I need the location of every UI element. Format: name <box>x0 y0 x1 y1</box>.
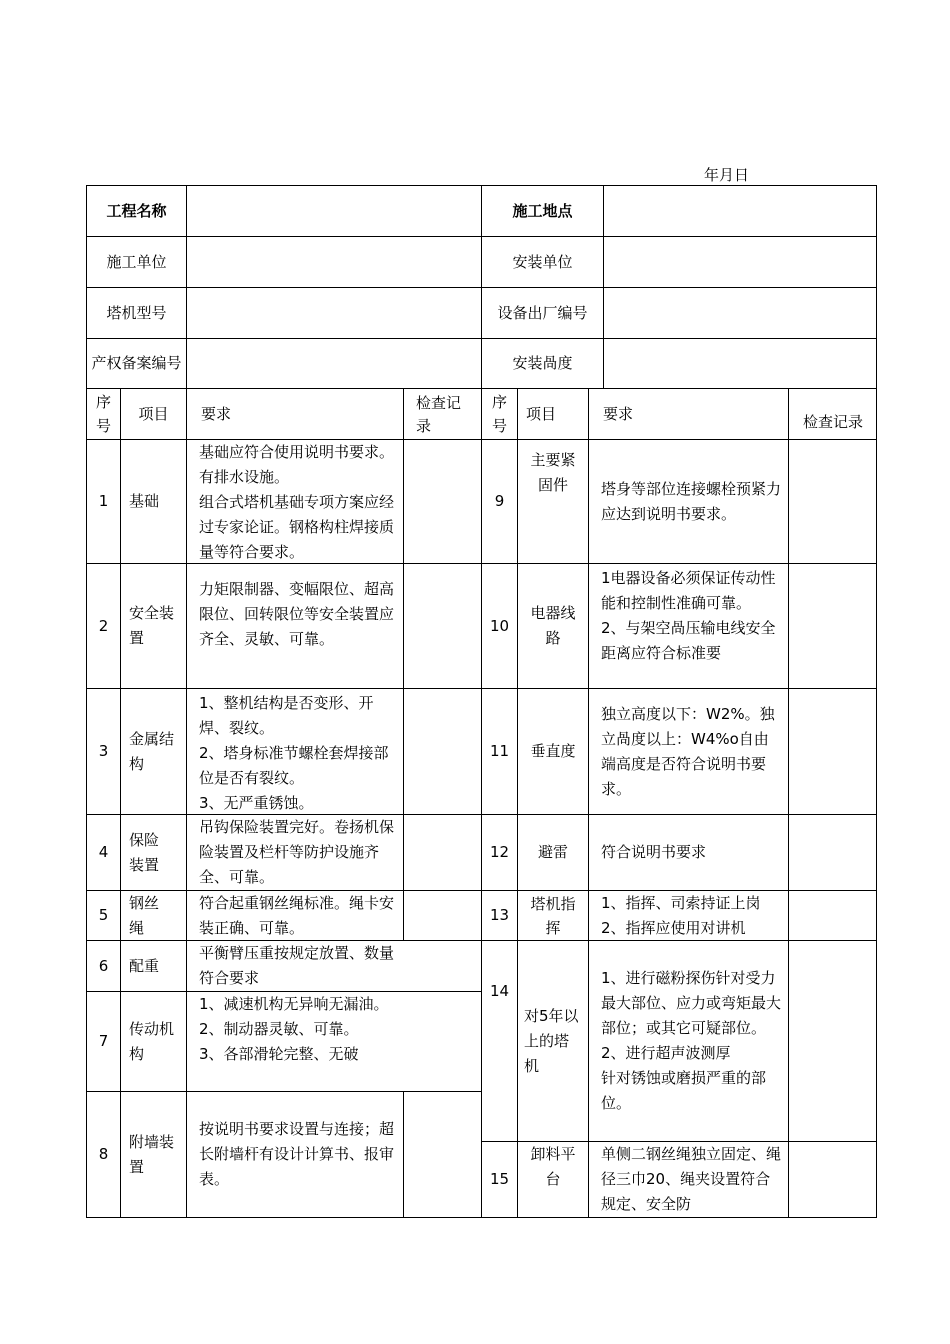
record-no-label: 产权备案编号 <box>86 338 187 389</box>
row-13-no: 13 <box>481 890 518 941</box>
date-label: 年月日 <box>704 166 750 184</box>
row-7-item: 传动机构 <box>120 991 187 1092</box>
row-2-record[interactable] <box>403 563 482 689</box>
row-10-requirement: 1电器设备必须保证传动性能和控制性准确可靠。 2、与架空咼压输电线安全距离应符合标准要 <box>588 563 789 689</box>
row-15-no: 15 <box>481 1141 518 1218</box>
row-4-record[interactable] <box>403 814 482 891</box>
row-13-record[interactable] <box>788 890 877 941</box>
row-9-item: 主要紧固件 <box>517 439 589 564</box>
col-item: 项目 <box>120 388 187 440</box>
row-5-no: 5 <box>86 890 121 941</box>
row-6-requirement: 平衡臂压重按规定放置、数量符合要求 <box>186 940 482 992</box>
row-15-record[interactable] <box>788 1141 877 1218</box>
row-6-item: 配重 <box>120 940 187 992</box>
row-3-requirement: 1、整机结构是否变形、开焊、裂纹。 2、塔身标准节螺栓套焊接部位是否有裂纹。 3、无严重锈蚀。 <box>186 688 404 815</box>
row-7-no: 7 <box>86 991 121 1092</box>
row-10-no: 10 <box>481 563 518 689</box>
row-13-item: 塔机指挥 <box>517 890 589 941</box>
row-11-no: 11 <box>481 688 518 815</box>
row-3-no: 3 <box>86 688 121 815</box>
row-14-record[interactable] <box>788 940 877 1142</box>
col-requirement: 要求 <box>186 388 404 440</box>
row-14-item: 对5年以上的塔机 <box>517 940 589 1142</box>
height-label: 安装咼度 <box>481 338 604 389</box>
crane-model-label: 塔机型号 <box>86 287 187 339</box>
row-1-item: 基础 <box>120 439 187 564</box>
col-record: 检查记 录 <box>403 388 482 440</box>
row-14-requirement: 1、进行磁粉探伤针对受力最大部位、应力或弯矩最大部位；或其它可疑部位。 2、进行超声波测厚 针对锈蚀或磨损严重的部位。 <box>588 940 789 1142</box>
row-9-record[interactable] <box>788 439 877 564</box>
row-8-record[interactable] <box>403 1091 482 1218</box>
installer-label: 安装单位 <box>481 236 604 288</box>
row-1-no: 1 <box>86 439 121 564</box>
row-2-no: 2 <box>86 563 121 689</box>
factory-no-label: 设备出厂编号 <box>481 287 604 339</box>
row-13-requirement: 1、指挥、司索持证上岗 2、指挥应使用对讲机 <box>588 890 789 941</box>
row-1-requirement: 基础应符合使用说明书要求。有排水设施。 组合式塔机基础专项方案应经过专家论证。钢格构柱焊接质量等符合要求。 <box>186 439 404 564</box>
col-requirement-2: 要求 <box>588 388 789 440</box>
contractor-value[interactable] <box>186 236 482 288</box>
row-6-no: 6 <box>86 940 121 992</box>
row-12-item: 避雷 <box>517 814 589 891</box>
project-name-value[interactable] <box>186 185 482 237</box>
row-4-item: 保险装置 <box>120 814 187 891</box>
row-1-record[interactable] <box>403 439 482 564</box>
height-value[interactable] <box>603 338 877 389</box>
row-11-item: 垂直度 <box>517 688 589 815</box>
col-item-2: 项目 <box>517 388 589 440</box>
row-12-no: 12 <box>481 814 518 891</box>
row-7-requirement: 1、减速机构无异响无漏油。 2、制动器灵敏、可靠。 3、各部滑轮完整、无破 <box>186 991 482 1092</box>
col-record-2: 检查记录 <box>788 388 877 440</box>
row-5-requirement: 符合起重钢丝绳标准。绳卡安装正确、可靠。 <box>186 890 404 941</box>
row-14-no: 14 <box>481 940 518 1142</box>
site-label: 施工地点 <box>481 185 604 237</box>
row-15-item: 卸料平台 <box>517 1141 589 1218</box>
contractor-label: 施工单位 <box>86 236 187 288</box>
row-11-requirement: 独立高度以下：W2%。独立咼度以上：W4%o自由端高度是否符合说明书要求。 <box>588 688 789 815</box>
row-3-record[interactable] <box>403 688 482 815</box>
row-8-requirement: 按说明书要求设置与连接；超长附墙杆有设计计算书、报审表。 <box>186 1091 404 1218</box>
project-name-label: 工程名称 <box>86 185 187 237</box>
row-5-record[interactable] <box>403 890 482 941</box>
row-8-item: 附墙装置 <box>120 1091 187 1218</box>
row-12-record[interactable] <box>788 814 877 891</box>
row-2-requirement: 力矩限制器、变幅限位、超高限位、回转限位等安全装置应齐全、灵敏、可靠。 <box>186 563 404 689</box>
col-no-2: 序 号 <box>481 388 518 440</box>
row-10-record[interactable] <box>788 563 877 689</box>
row-11-record[interactable] <box>788 688 877 815</box>
site-value[interactable] <box>603 185 877 237</box>
col-no: 序 号 <box>86 388 121 440</box>
row-9-requirement: 塔身等部位连接螺栓预紧力应达到说明书要求。 <box>588 439 789 564</box>
row-15-requirement: 单侧二钢丝绳独立固定、绳径三巾20、绳夹设置符合规定、安全防 <box>588 1141 789 1218</box>
row-2-item: 安全装置 <box>120 563 187 689</box>
crane-model-value[interactable] <box>186 287 482 339</box>
factory-no-value[interactable] <box>603 287 877 339</box>
row-4-requirement: 吊钩保险装置完好。卷扬机保险装置及栏杆等防护设施齐全、可靠。 <box>186 814 404 891</box>
row-9-no: 9 <box>481 439 518 564</box>
row-4-no: 4 <box>86 814 121 891</box>
row-5-item: 钢丝绳 <box>120 890 187 941</box>
row-10-item: 电器线路 <box>517 563 589 689</box>
row-12-requirement: 符合说明书要求 <box>588 814 789 891</box>
row-8-no: 8 <box>86 1091 121 1218</box>
installer-value[interactable] <box>603 236 877 288</box>
row-3-item: 金属结构 <box>120 688 187 815</box>
record-no-value[interactable] <box>186 338 482 389</box>
